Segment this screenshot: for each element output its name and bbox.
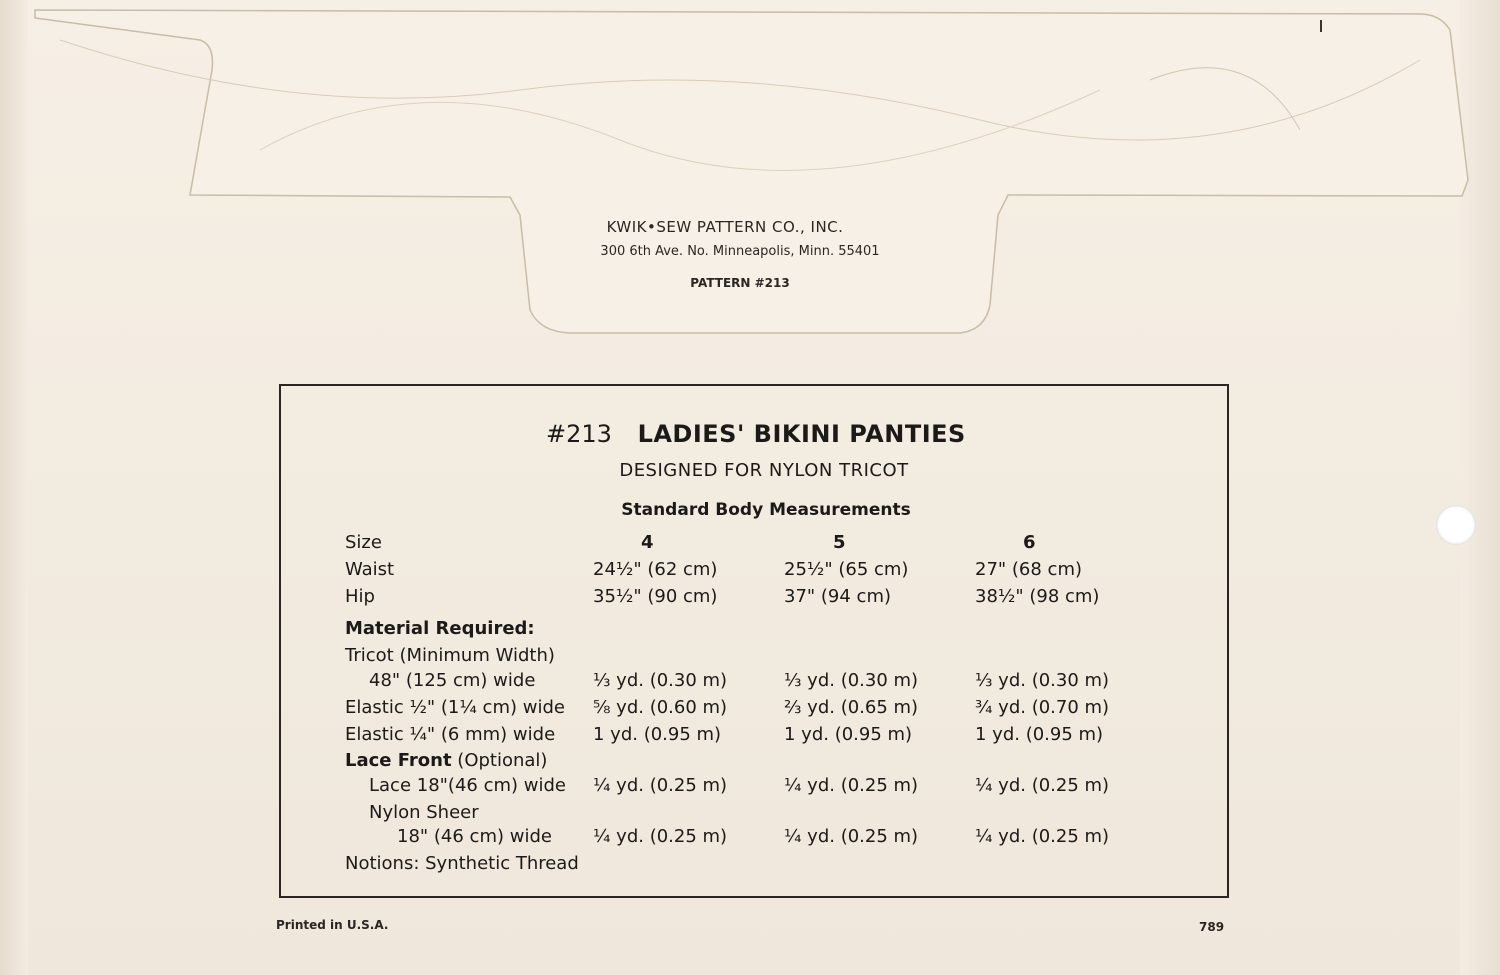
nylon-sheer-row [281, 826, 1227, 852]
notions-text: Notions: Synthetic Thread [345, 853, 579, 874]
envelope-flap [0, 0, 1500, 360]
elastic-half-row [281, 697, 1227, 723]
size-label: Size [345, 532, 382, 553]
elastic-quarter-size-5: 1 yd. (0.95 m) [784, 724, 913, 745]
hip-size-5: 37" (94 cm) [784, 586, 892, 607]
printed-in-label: Printed in U.S.A. [276, 918, 389, 932]
flap-pattern-number: PATTERN #213 [690, 276, 790, 290]
elastic-quarter-size-6: 1 yd. (0.95 m) [975, 724, 1104, 745]
elastic-half-label: Elastic ½" (1¼ cm) wide [345, 697, 565, 718]
lace-front-row [281, 750, 1227, 776]
tricot-heading-row [281, 645, 1227, 671]
lace-row [281, 775, 1227, 801]
company-name: KWIK•SEW PATTERN CO., INC. [606, 218, 844, 236]
elastic-quarter-label: Elastic ¼" (6 mm) wide [345, 724, 556, 745]
hip-row [281, 586, 1227, 612]
pattern-title [546, 420, 966, 448]
lace-front-heading: Lace Front [345, 750, 452, 771]
lace-size-5: ¼ yd. (0.25 m) [784, 775, 919, 796]
material-heading: Material Required: [345, 618, 535, 639]
hip-label: Hip [345, 586, 375, 607]
waist-size-6: 27" (68 cm) [975, 559, 1083, 580]
punch-hole [1436, 505, 1476, 545]
nylon-sheer-size-6: ¼ yd. (0.25 m) [975, 826, 1110, 847]
size-5: 5 [833, 532, 846, 553]
waist-size-5: 25½" (65 cm) [784, 559, 909, 580]
material-heading-row [281, 618, 1227, 644]
elastic-quarter-row [281, 724, 1227, 750]
corner-mark [1320, 20, 1322, 32]
size-4: 4 [641, 532, 654, 553]
hip-size-4: 35½" (90 cm) [593, 586, 718, 607]
lace-label: Lace 18"(46 cm) wide [369, 775, 566, 796]
tricot-width-label: 48" (125 cm) wide [369, 670, 536, 691]
lace-front-optional: (Optional) [451, 750, 548, 771]
nylon-sheer-size-4: ¼ yd. (0.25 m) [593, 826, 728, 847]
waist-label: Waist [345, 559, 395, 580]
elastic-half-size-4: ⅝ yd. (0.60 m) [593, 697, 728, 718]
tricot-label: Tricot (Minimum Width) [345, 645, 555, 666]
nylon-sheer-size-5: ¼ yd. (0.25 m) [784, 826, 919, 847]
nylon-sheer-width-label: 18" (46 cm) wide [397, 826, 552, 847]
lace-size-6: ¼ yd. (0.25 m) [975, 775, 1110, 796]
tricot-size-4: ⅓ yd. (0.30 m) [593, 670, 728, 691]
pattern-number: #213 [546, 420, 612, 448]
nylon-sheer-heading-row [281, 802, 1227, 828]
lace-size-4: ¼ yd. (0.25 m) [593, 775, 728, 796]
company-address: 300 6th Ave. No. Minneapolis, Minn. 55401 [600, 244, 880, 259]
lace-front-label [345, 750, 547, 771]
tricot-row [281, 670, 1227, 696]
elastic-quarter-size-4: 1 yd. (0.95 m) [593, 724, 722, 745]
tricot-size-5: ⅓ yd. (0.30 m) [784, 670, 919, 691]
size-row [281, 532, 1227, 558]
hip-size-6: 38½" (98 cm) [975, 586, 1100, 607]
pattern-name: LADIES' BIKINI PANTIES [637, 420, 966, 448]
elastic-half-size-5: ⅔ yd. (0.65 m) [784, 697, 919, 718]
tricot-size-6: ⅓ yd. (0.30 m) [975, 670, 1110, 691]
measurements-heading: Standard Body Measurements [621, 500, 911, 520]
pattern-subtitle: DESIGNED FOR NYLON TRICOT [619, 460, 909, 481]
pattern-info-box [279, 384, 1229, 898]
print-code: 789 [1199, 920, 1225, 934]
elastic-half-size-6: ¾ yd. (0.70 m) [975, 697, 1110, 718]
waist-row [281, 559, 1227, 585]
size-6: 6 [1023, 532, 1036, 553]
nylon-sheer-label: Nylon Sheer [369, 802, 479, 823]
waist-size-4: 24½" (62 cm) [593, 559, 718, 580]
notions-row [281, 853, 1227, 879]
